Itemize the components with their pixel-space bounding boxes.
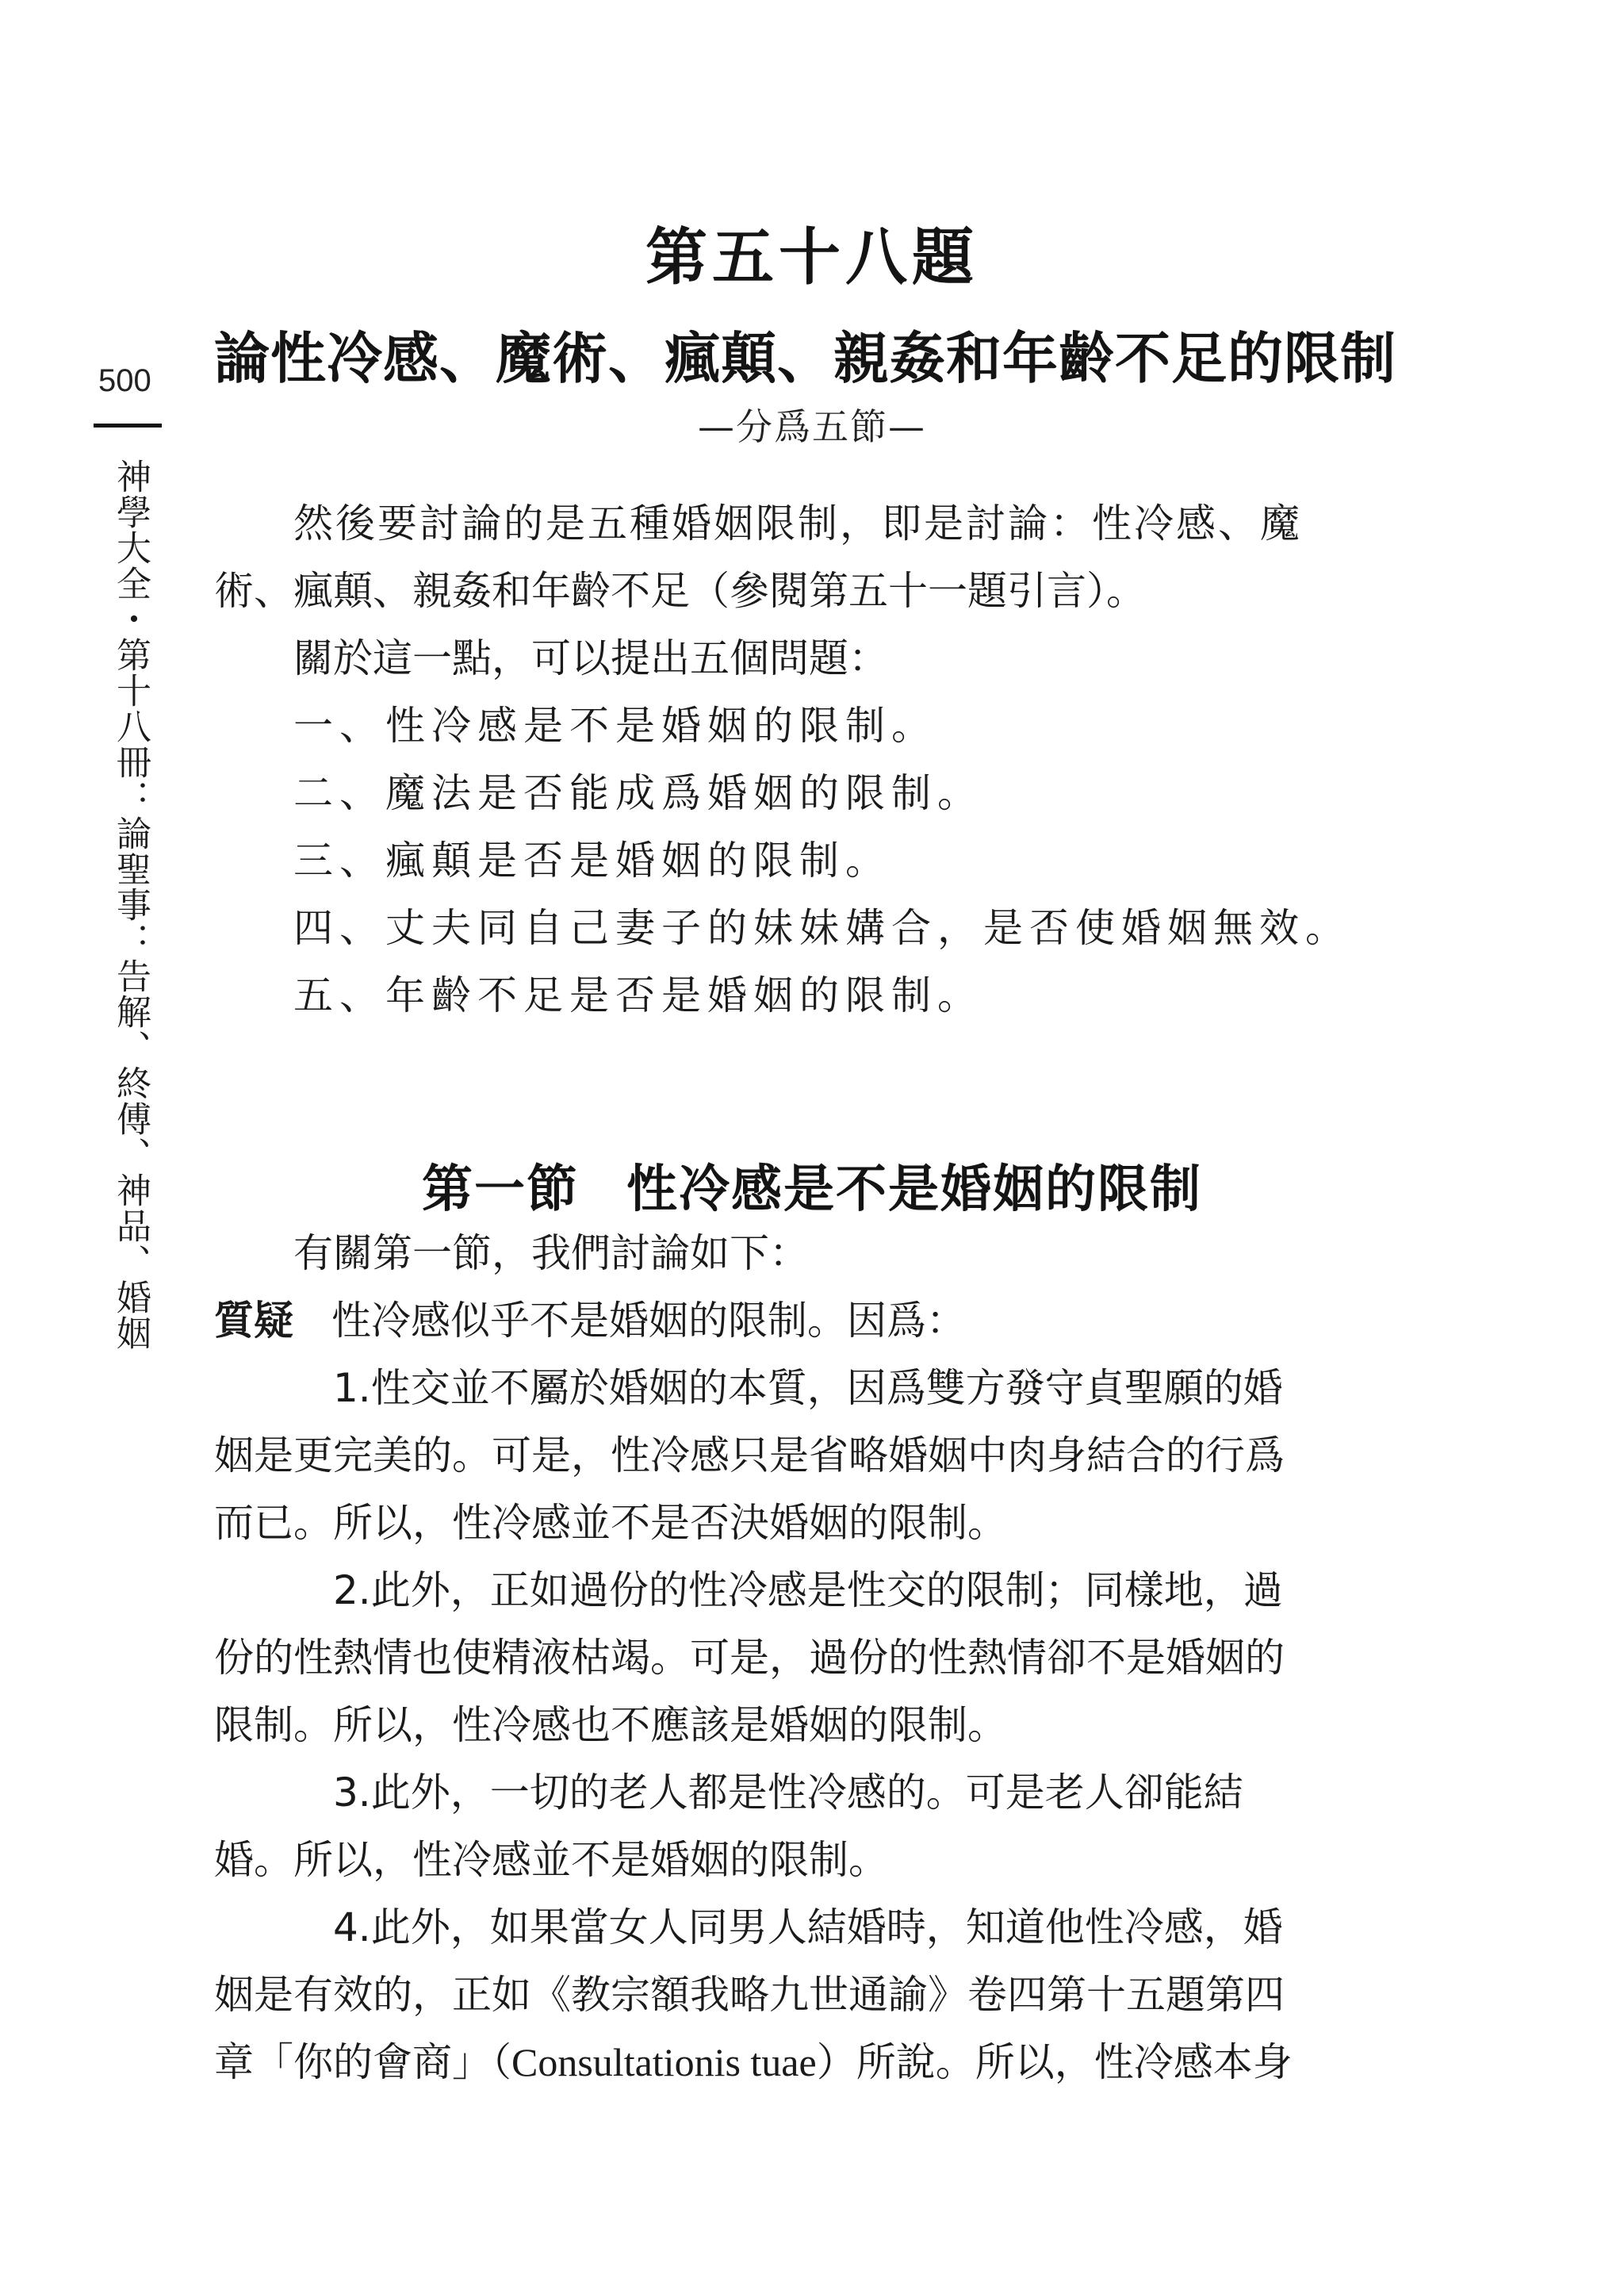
chapter-number: 第五十八題 [645, 221, 979, 293]
body-line: 份的性熱情也使精液枯竭。可是，過份的性熱情卻不是婚姻的 [214, 1635, 1285, 1681]
question-item: 三、瘋顛是否是婚姻的限制。 [293, 838, 891, 884]
body-line: 3.此外，一切的老人都是性冷感的。可是老人卻能結 [333, 1770, 1243, 1816]
body-line: 限制。所以，性冷感也不應該是婚姻的限制。 [214, 1702, 1007, 1748]
body-line [214, 2030, 1293, 2088]
running-head: 神學大全・第十八冊：論聖事：告解、終傅、神品、婚姻 [110, 458, 151, 1351]
body-line: 婚。所以，性冷感並不是婚姻的限制。 [214, 1837, 888, 1883]
chapter-subtitle: —分爲五節— [698, 405, 926, 448]
body-line: 4.此外，如果當女人同男人結婚時，知道他性冷感，婚 [333, 1904, 1283, 1950]
body-line: 而已。所以，性冷感並不是否決婚姻的限制。 [214, 1500, 1007, 1546]
section-title: 性冷感是不是婚姻的限制 [626, 1160, 1202, 1219]
question-item: 二、魔法是否能成爲婚姻的限制。 [293, 770, 983, 816]
intro-line: 術、瘋顛、親姦和年齡不足（參閱第五十一題引言）。 [214, 568, 1146, 614]
body-line: 1.性交並不屬於婚姻的本質，因爲雙方發守貞聖願的婚 [333, 1365, 1283, 1411]
question-item: 一、性冷感是不是婚姻的限制。 [293, 703, 937, 749]
text-run: 章「你的會商」（ [214, 2039, 511, 2085]
section-number: 第一節 [422, 1160, 579, 1219]
text-run: ）所說。所以，性冷感本身 [816, 2039, 1293, 2085]
body-line: 姻是更完美的。可是，性冷感只是省略婚姻中肉身結合的行爲 [214, 1432, 1285, 1478]
page-number: 500 [98, 363, 151, 398]
intro-line: 關於這一點，可以提出五個問題： [293, 635, 888, 681]
intro-line: 然後要討論的是五種婚姻限制，即是討論：性冷感、魔 [293, 500, 1302, 546]
body-line: 姻是有效的，正如《教宗額我略九世通諭》卷四第十五題第四 [214, 1972, 1285, 2018]
question-item: 五、年齡不足是否是婚姻的限制。 [293, 972, 983, 1018]
chapter-title: 論性冷感、魔術、瘋顛、親姦和年齡不足的限制 [214, 326, 1396, 391]
body-line: 2.此外，正如過份的性冷感是性交的限制；同樣地，過 [333, 1567, 1283, 1613]
section-intro: 有關第一節，我們討論如下： [293, 1230, 809, 1276]
objection-text: 性冷感似乎不是婚姻的限制。因爲： [331, 1298, 966, 1344]
objection-label: 質疑 [214, 1298, 293, 1344]
objection-line [214, 1289, 966, 1346]
section-heading [0, 1148, 1624, 1221]
question-item: 四、丈夫同自己妻子的妹妹媾合，是否使婚姻無效。 [293, 905, 1351, 951]
latin-term: Consultationis tuae [511, 2040, 817, 2084]
